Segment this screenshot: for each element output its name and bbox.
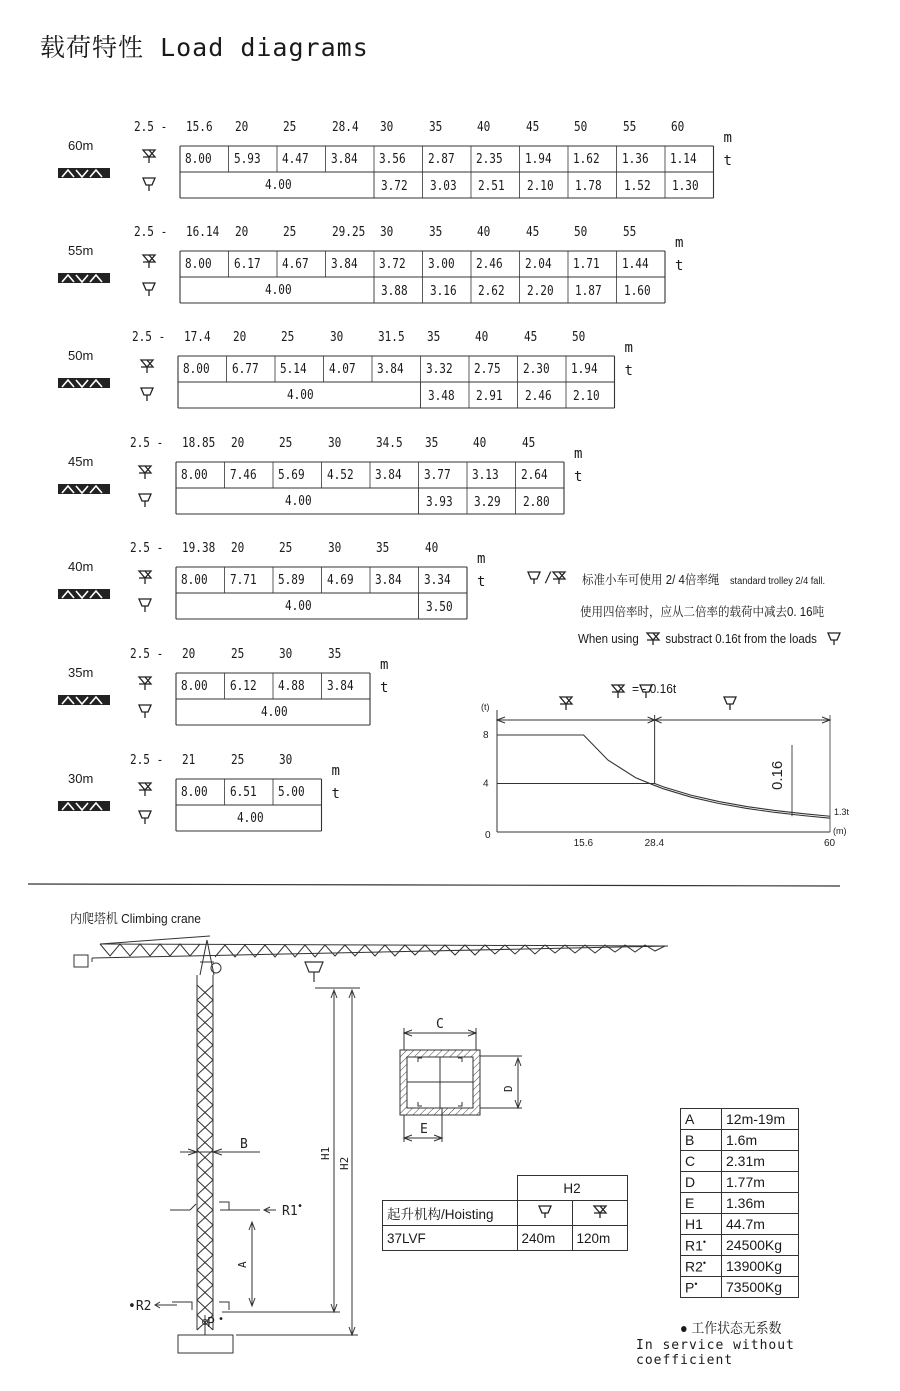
x-tick-label: 15.6	[573, 838, 594, 849]
load-4fall-cell: 3.84	[377, 362, 404, 377]
y-tick-label: 4	[483, 778, 489, 790]
radius-header: 35	[428, 225, 442, 240]
unit-t: t	[574, 469, 583, 485]
title-cn: 载荷特性	[40, 33, 145, 62]
load-4fall-cell: 4.07	[328, 362, 356, 377]
load-4fall-cell: 3.84	[330, 257, 358, 272]
load-2fall-cell: 1.87	[575, 284, 602, 299]
start-radius: 2.5 -	[134, 120, 168, 135]
radius-header: 25	[281, 330, 295, 345]
load-4fall-cell: 3.84	[330, 152, 358, 167]
load-4fall-cell: 2.35	[476, 152, 503, 167]
radius-header: 50	[572, 330, 586, 345]
chart-formula: = - 0.16t	[632, 681, 677, 696]
radius-header: 35	[426, 330, 440, 345]
load-4fall-cell: 8.00	[185, 257, 212, 272]
hoisting-table	[382, 1175, 628, 1251]
spec-row	[681, 1214, 799, 1235]
radius-header: 35	[428, 120, 442, 135]
radius-header: 40	[477, 225, 491, 240]
spec-value: 13900Kg	[722, 1256, 799, 1277]
load-4fall-cell: 2.30	[522, 362, 550, 377]
load-4fall-cell: 4.67	[282, 257, 309, 272]
load-4fall-cell: 2.04	[524, 257, 552, 272]
note1-en: standard trolley 2/4 fall.	[729, 576, 826, 587]
title-en: Load diagrams	[160, 33, 369, 62]
load-4fall-cell: 1.94	[571, 362, 598, 377]
note1-cn: 标准小车可使用 2/ 4倍率绳	[582, 573, 720, 587]
load-4fall-cell: 2.75	[474, 362, 501, 377]
radius-header: 25	[283, 225, 297, 240]
jib-length-label: 35m	[68, 665, 94, 680]
load-4fall-cell: 1.94	[524, 152, 552, 167]
load-4fall-cell: 1.14	[670, 152, 697, 167]
radius-header: 17.4	[184, 330, 211, 345]
radius-header: 20	[232, 330, 246, 345]
load-2fall-cell: 1.78	[575, 179, 602, 194]
load-4fall-cell: 8.00	[181, 679, 208, 694]
load-4fall-cell: 4.88	[278, 679, 305, 694]
radius-header: 20	[234, 120, 248, 135]
spec-key: R2•	[681, 1256, 722, 1277]
x-tick-label: 28.4	[644, 838, 665, 849]
jib-length-label: 30m	[68, 771, 94, 786]
spec-value: 1.77m	[722, 1172, 799, 1193]
spec-key: B	[681, 1130, 722, 1151]
load-4fall-cell: 4.69	[326, 573, 354, 588]
radius-header: 29.25	[331, 225, 365, 240]
start-radius: 2.5 -	[130, 436, 164, 451]
spec-key: H1	[681, 1214, 722, 1235]
radius-header: 45	[521, 436, 535, 451]
dim-B-label: B	[240, 1137, 248, 1152]
unit-t: t	[380, 680, 389, 696]
radius-header: 20	[230, 436, 244, 451]
load-4fall-cell: 6.51	[229, 785, 257, 800]
radius-header: 34.5	[376, 436, 403, 451]
load-4fall-cell: 3.32	[425, 362, 453, 377]
end-value-label: 1.3t	[834, 807, 850, 818]
spec-value: 44.7m	[722, 1214, 799, 1235]
height-dimensions	[155, 988, 360, 1335]
radius-header: 30	[380, 120, 394, 135]
y-axis-label: (t)	[481, 702, 490, 712]
unit-m: m	[723, 130, 732, 146]
radius-header: 20	[182, 647, 196, 662]
spec-value: 24500Kg	[722, 1235, 799, 1256]
spec-key: C	[681, 1151, 722, 1172]
load-4fall-cell: 8.00	[183, 362, 210, 377]
radius-header: 40	[424, 541, 438, 556]
load-4fall-cell: 1.71	[573, 257, 600, 272]
load-4fall-cell: 6.77	[231, 362, 259, 377]
spec-key: R1•	[681, 1235, 722, 1256]
load-4fall-cell: 4.47	[282, 152, 309, 167]
tower-truss	[178, 940, 233, 1353]
R2-label: •R2	[128, 1299, 152, 1314]
load-2fall-cell: 2.62	[478, 284, 505, 299]
radius-header: 55	[622, 120, 636, 135]
radius-header: 40	[475, 330, 489, 345]
dim-H1-label: H1	[319, 1146, 332, 1160]
start-radius: 2.5 -	[130, 647, 164, 662]
x-axis-label: (m)	[833, 826, 847, 836]
radius-header: 35	[424, 436, 438, 451]
load-4fall-cell: 5.89	[278, 573, 305, 588]
radius-header: 35	[376, 541, 390, 556]
load-2fall-cell: 2.91	[476, 389, 503, 404]
load-4fall-cell: 7.71	[229, 573, 257, 588]
hoist-2fall-icon	[517, 1201, 572, 1226]
spec-value: 1.6m	[722, 1130, 799, 1151]
radius-header: 50	[574, 120, 588, 135]
radius-header: 45	[525, 225, 539, 240]
footer-cn: 工作状态无系数	[691, 1320, 782, 1336]
load-4fall-cell: 3.00	[427, 257, 455, 272]
load-4fall-cell: 1.44	[621, 257, 649, 272]
spec-row	[681, 1235, 799, 1256]
unit-m: m	[331, 763, 340, 779]
load-2fall-cell: 3.88	[381, 284, 408, 299]
dim-H2-label: H2	[338, 1156, 351, 1170]
gap-label: 0.16	[769, 760, 786, 790]
load-4fall-cell: 8.00	[181, 573, 208, 588]
radius-header: 28.4	[331, 120, 359, 135]
unit-t: t	[624, 363, 633, 379]
x-tick-label: 60	[824, 838, 836, 849]
load-2fall-cell: 2.80	[522, 495, 550, 510]
load-4fall-cell: 3.84	[326, 679, 354, 694]
load-4fall-cell: 6.17	[233, 257, 261, 272]
hoist-4fall-icon	[572, 1201, 627, 1226]
spec-row	[681, 1256, 799, 1277]
radius-header: 30	[380, 225, 394, 240]
y-tick-label: 8	[483, 730, 489, 741]
load-2fall-cell: 2.10	[573, 389, 600, 404]
spec-row	[681, 1172, 799, 1193]
unit-t: t	[477, 574, 486, 590]
jib-length-label: 60m	[68, 138, 94, 153]
radius-header: 21	[182, 753, 196, 768]
load-4fall-cell: 5.93	[233, 152, 261, 167]
load-2fall-cell: 3.03	[429, 179, 457, 194]
load-2fall-cell: 3.50	[425, 600, 453, 615]
tower-plan-view	[400, 1028, 522, 1142]
radius-header: 40	[477, 120, 491, 135]
radius-header: 31.5	[378, 330, 405, 345]
hoisting-value-2fall: 240m	[517, 1226, 572, 1251]
load-4fall-cell: 8.00	[181, 785, 208, 800]
load-4fall-cell: 2.87	[427, 152, 455, 167]
load-2fall-cell: 1.30	[672, 179, 699, 194]
coefficient-dot: •	[702, 1257, 707, 1268]
dim-C-label: C	[436, 1017, 444, 1032]
load-2fall-cell: 2.51	[478, 179, 505, 194]
load-2fall-merged: 4.00	[287, 388, 314, 403]
spec-table	[680, 1108, 799, 1298]
unit-m: m	[675, 235, 684, 251]
unit-m: m	[477, 551, 486, 567]
radius-header: 45	[525, 120, 539, 135]
load-4fall-cell: 5.00	[278, 785, 305, 800]
radius-header: 19.38	[182, 541, 216, 556]
load-2fall-cell: 2.46	[524, 389, 552, 404]
footer-bullet: ●	[680, 1320, 688, 1336]
load-2fall-merged: 4.00	[236, 811, 264, 826]
note3-b: substract 0.16t from the loads	[665, 632, 817, 646]
radius-header: 45	[523, 330, 537, 345]
radius-header: 25	[230, 753, 244, 768]
load-4fall-cell: 1.36	[621, 152, 649, 167]
dim-A-label: A	[236, 1261, 249, 1268]
jib-length-label: 40m	[68, 559, 94, 574]
footer-cn-line	[680, 1318, 782, 1338]
load-2fall-cell: 2.10	[526, 179, 554, 194]
radius-header: 30	[279, 753, 293, 768]
load-4fall-cell: 7.46	[229, 468, 257, 483]
radius-header: 15.6	[186, 120, 213, 135]
radius-header: 20	[234, 225, 248, 240]
dim-D-label: D	[502, 1085, 515, 1092]
radius-header: 30	[327, 541, 341, 556]
svg-text:•: •	[297, 1201, 304, 1212]
spec-value: 73500Kg	[722, 1277, 799, 1298]
spec-row	[681, 1277, 799, 1298]
load-2fall-cell: 3.93	[425, 495, 453, 510]
radius-header: 25	[283, 120, 297, 135]
radius-header: 40	[473, 436, 487, 451]
hoisting-header: H2	[517, 1176, 627, 1201]
load-2fall-cell: 1.52	[623, 179, 651, 194]
load-4fall-cell: 6.12	[229, 679, 257, 694]
climbing-title: 内爬塔机 Climbing crane	[70, 911, 201, 926]
jib-length-label: 45m	[68, 454, 94, 469]
radius-header: 55	[622, 225, 636, 240]
load-4fall-cell: 1.62	[573, 152, 600, 167]
trolley-hook-icon	[305, 962, 323, 982]
load-4fall-cell: 3.84	[375, 468, 402, 483]
unit-t: t	[723, 153, 732, 169]
R1-label: R1	[282, 1204, 298, 1219]
spec-value: 1.36m	[722, 1193, 799, 1214]
radius-header: 18.85	[182, 436, 216, 451]
unit-m: m	[574, 446, 583, 462]
load-2fall-cell: 3.29	[474, 495, 501, 510]
radius-header: 25	[279, 541, 293, 556]
svg-text:/: /	[544, 570, 553, 586]
unit-t: t	[675, 258, 684, 274]
start-radius: 2.5 -	[134, 225, 168, 240]
load-4fall-cell: 3.72	[379, 257, 406, 272]
load-4fall-cell: 4.52	[326, 468, 354, 483]
load-4fall-cell: 2.64	[520, 468, 548, 483]
start-radius: 2.5 -	[130, 541, 164, 556]
load-2fall-cell: 3.48	[427, 389, 455, 404]
svg-text:•: •	[218, 1314, 225, 1325]
load-2fall-merged: 4.00	[285, 494, 312, 509]
footer-en: In service without coefficient	[636, 1338, 795, 1368]
load-4fall-cell: 5.14	[280, 362, 307, 377]
spec-key: D	[681, 1172, 722, 1193]
radius-header: 25	[279, 436, 293, 451]
load-4fall-cell: 2.46	[476, 257, 503, 272]
coefficient-dot: •	[702, 1236, 707, 1247]
radius-header: 30	[329, 330, 343, 345]
load-2fall-cell: 3.16	[429, 284, 457, 299]
load-2fall-cell: 3.72	[381, 179, 408, 194]
load-4fall-cell: 5.69	[278, 468, 305, 483]
spec-row	[681, 1130, 799, 1151]
spec-key: P•	[681, 1277, 722, 1298]
load-2fall-merged: 4.00	[285, 599, 312, 614]
radius-header: 30	[327, 436, 341, 451]
load-2fall-cell: 1.60	[623, 284, 651, 299]
load-2fall-merged: 4.00	[261, 705, 288, 720]
y-tick-label: 0	[485, 830, 491, 841]
spec-key: A	[681, 1109, 722, 1130]
radius-header: 35	[327, 647, 341, 662]
radius-header: 20	[230, 541, 244, 556]
spec-row	[681, 1151, 799, 1172]
load-2fall-cell: 2.20	[526, 284, 554, 299]
load-4fall-cell: 8.00	[181, 468, 208, 483]
load-4fall-cell: 3.56	[379, 152, 406, 167]
load-4fall-cell: 3.84	[375, 573, 402, 588]
jib-truss	[74, 936, 668, 967]
radius-header: 30	[279, 647, 293, 662]
load-4fall-cell: 3.77	[423, 468, 451, 483]
load-4fall-cell: 3.34	[423, 573, 451, 588]
jib-length-label: 50m	[68, 348, 94, 363]
radius-header: 50	[574, 225, 588, 240]
load-2fall-merged: 4.00	[265, 283, 292, 298]
radius-header: 60	[671, 120, 685, 135]
spec-row	[681, 1109, 799, 1130]
radius-header: 16.14	[186, 225, 220, 240]
note2-cn: 使用四倍率时，应从二倍率的载荷中减去0. 16吨	[580, 605, 825, 619]
P-label: P	[207, 1316, 215, 1331]
coefficient-dot: •	[694, 1278, 698, 1289]
unit-m: m	[380, 657, 389, 673]
hoisting-value-4fall: 120m	[572, 1226, 627, 1251]
start-radius: 2.5 -	[132, 330, 166, 345]
hoisting-row-label: 起升机构/Hoisting	[383, 1201, 518, 1226]
load-4fall-cell: 8.00	[185, 152, 212, 167]
spec-key: E	[681, 1193, 722, 1214]
spec-value: 2.31m	[722, 1151, 799, 1172]
unit-m: m	[624, 340, 633, 356]
spec-value: 12m-19m	[722, 1109, 799, 1130]
hoisting-model: 37LVF	[383, 1226, 518, 1251]
dim-E-label: E	[420, 1122, 428, 1137]
spec-row	[681, 1193, 799, 1214]
jib-length-label: 55m	[68, 243, 94, 258]
note3-a: When using	[578, 632, 639, 646]
load-2fall-merged: 4.00	[265, 178, 292, 193]
radius-header: 25	[230, 647, 244, 662]
start-radius: 2.5 -	[130, 753, 164, 768]
load-4fall-cell: 3.13	[472, 468, 499, 483]
unit-t: t	[331, 786, 340, 802]
